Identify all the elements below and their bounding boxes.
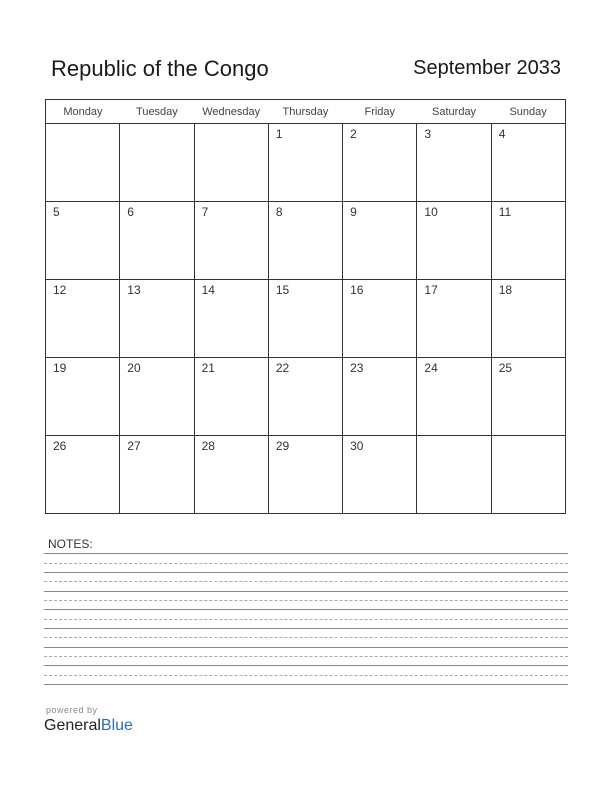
day-cell — [491, 436, 565, 514]
day-cell — [120, 124, 194, 202]
day-cell — [417, 202, 491, 280]
day-cell — [343, 202, 417, 280]
weekday-header: Friday — [343, 100, 417, 124]
day-cell — [268, 436, 342, 514]
weekday-header: Wednesday — [194, 100, 268, 124]
note-line — [44, 665, 568, 666]
day-number: 28 — [201, 439, 215, 453]
day-number: 25 — [498, 361, 513, 375]
day-number: 8 — [275, 205, 283, 219]
day-cell — [268, 280, 342, 358]
note-guide-line — [44, 581, 568, 582]
note-guide-line — [44, 637, 568, 638]
day-number: 22 — [275, 361, 290, 375]
week-row — [46, 358, 566, 436]
note-line — [44, 609, 568, 610]
weekday-header: Thursday — [268, 100, 342, 124]
day-cell — [194, 202, 268, 280]
day-number: 3 — [424, 127, 432, 141]
day-cell — [194, 358, 268, 436]
day-number: 17 — [424, 283, 438, 297]
note-line — [44, 572, 568, 573]
day-number: 2 — [350, 127, 357, 141]
day-number: 1 — [275, 127, 283, 141]
brand-blue: Blue — [100, 717, 133, 734]
day-number — [46, 124, 119, 127]
day-number: 6 — [127, 205, 134, 219]
note-line — [44, 628, 568, 629]
day-number: 12 — [53, 283, 67, 297]
day-number: 29 — [275, 439, 290, 453]
week-row — [46, 280, 566, 358]
calendar-grid — [45, 99, 566, 514]
notes-label: NOTES: — [48, 537, 93, 551]
day-number — [120, 124, 193, 127]
day-cell — [417, 280, 491, 358]
week-row — [46, 436, 566, 514]
brand-general: General — [44, 717, 101, 734]
day-cell — [343, 358, 417, 436]
day-cell — [417, 358, 491, 436]
day-cell — [268, 202, 342, 280]
day-number: 5 — [53, 205, 60, 219]
note-line — [44, 684, 568, 685]
day-cell — [491, 202, 565, 280]
week-row — [46, 124, 566, 202]
day-cell — [120, 202, 194, 280]
day-number: 23 — [350, 361, 364, 375]
month-label: September 2033 — [413, 57, 561, 79]
day-cell — [120, 280, 194, 358]
powered-by-label: powered by — [46, 705, 98, 715]
day-cell — [343, 280, 417, 358]
day-number: 26 — [53, 439, 67, 453]
day-number: 18 — [498, 283, 513, 297]
day-number: 13 — [127, 283, 141, 297]
day-cell — [491, 358, 565, 436]
day-cell — [491, 124, 565, 202]
page-title: Republic of the Congo — [51, 56, 269, 81]
day-number: 16 — [350, 283, 364, 297]
day-number — [417, 436, 490, 439]
note-guide-line — [44, 675, 568, 676]
note-guide-line — [44, 563, 568, 564]
day-cell — [46, 436, 120, 514]
day-number: 14 — [201, 283, 215, 297]
note-line — [44, 553, 568, 554]
day-number: 30 — [350, 439, 364, 453]
day-number: 15 — [275, 283, 290, 297]
day-number: 9 — [350, 205, 357, 219]
weekday-header-row — [46, 100, 566, 124]
note-line — [44, 591, 568, 592]
day-number: 27 — [127, 439, 141, 453]
day-number: 21 — [201, 361, 215, 375]
weekday-header: Saturday — [417, 100, 491, 124]
day-cell — [491, 280, 565, 358]
weekday-header: Monday — [46, 100, 120, 124]
day-cell — [343, 124, 417, 202]
day-cell — [343, 436, 417, 514]
note-guide-line — [44, 656, 568, 657]
day-number: 20 — [127, 361, 141, 375]
day-cell — [120, 358, 194, 436]
weekday-header: Tuesday — [120, 100, 194, 124]
day-cell — [194, 436, 268, 514]
week-row — [46, 202, 566, 280]
day-number: 24 — [424, 361, 438, 375]
day-number: 11 — [498, 205, 512, 219]
day-cell — [120, 436, 194, 514]
note-line — [44, 647, 568, 648]
day-number: 19 — [53, 361, 67, 375]
note-guide-line — [44, 600, 568, 601]
day-cell — [417, 124, 491, 202]
day-cell — [46, 280, 120, 358]
brand-logo — [44, 717, 133, 735]
day-number — [195, 124, 268, 127]
day-number: 4 — [498, 127, 506, 141]
day-number: 10 — [424, 205, 438, 219]
day-cell — [417, 436, 491, 514]
day-cell — [268, 124, 342, 202]
note-guide-line — [44, 619, 568, 620]
weekday-header: Sunday — [491, 100, 565, 124]
day-cell — [46, 124, 120, 202]
day-cell — [194, 124, 268, 202]
day-number: 7 — [201, 205, 209, 219]
day-cell — [46, 202, 120, 280]
day-number — [492, 436, 565, 439]
day-cell — [268, 358, 342, 436]
day-cell — [194, 280, 268, 358]
day-cell — [46, 358, 120, 436]
